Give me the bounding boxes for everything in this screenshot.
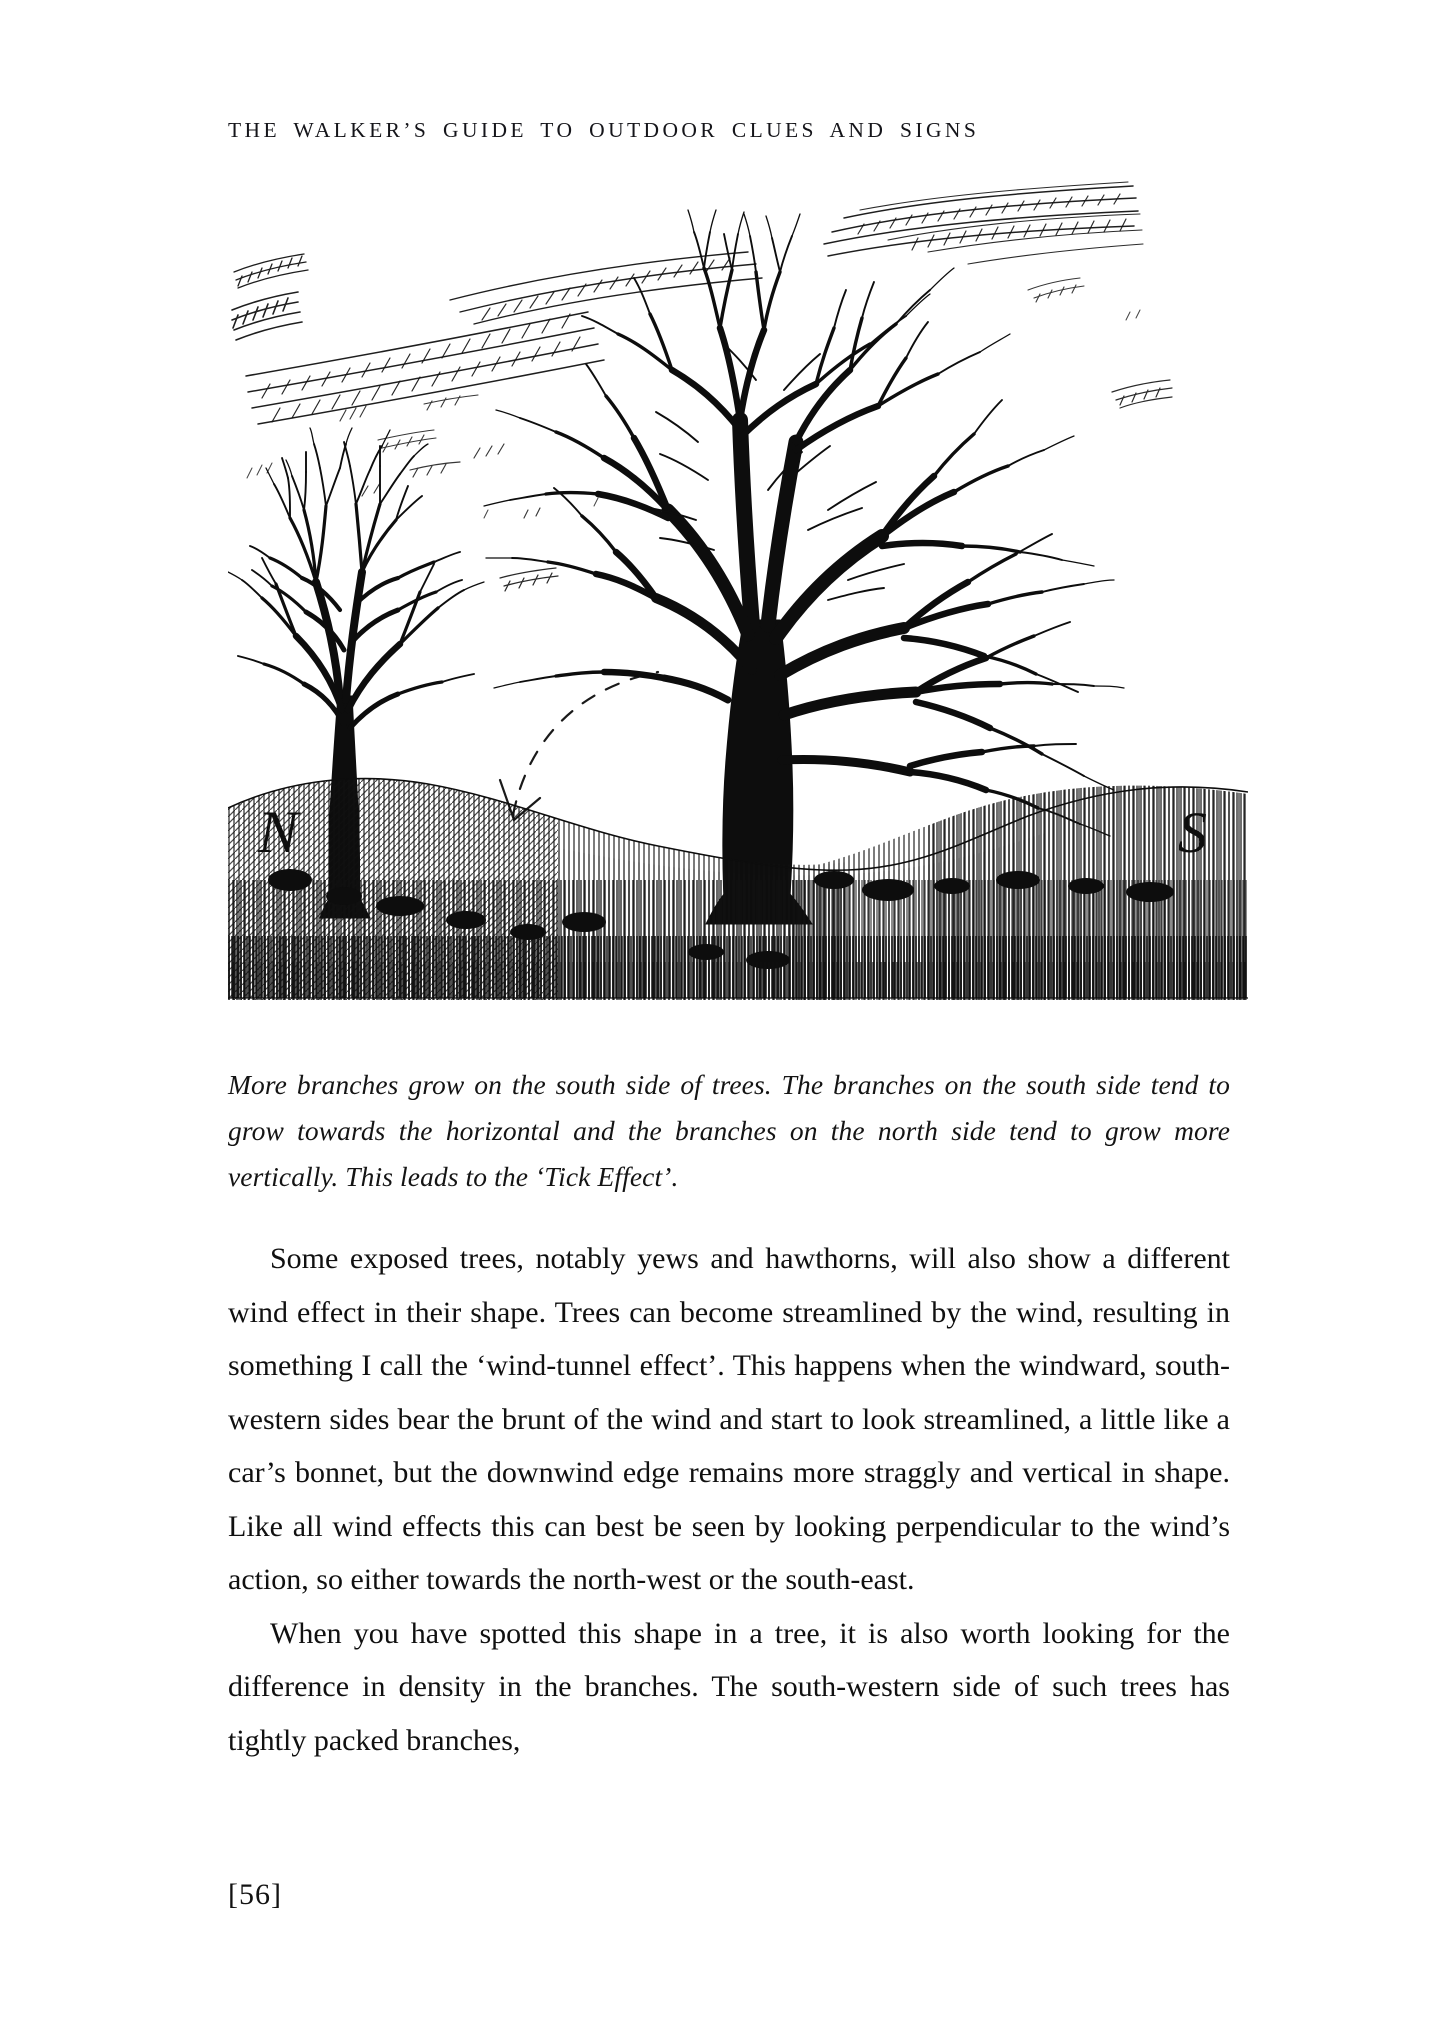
page-number: [56] xyxy=(228,1878,282,1911)
wind-shaped-trees-illustration xyxy=(228,180,1248,1000)
wind-direction-arrow xyxy=(513,672,658,815)
paragraph-1: Some exposed trees, notably yews and hawthorns, will also show a different wind effect in their shape. Trees can become streamlined by the wind, resulting in something I call the ‘wind-tunnel effect’. This happens when the windward, south-western sides bear the brunt of the wind and start to look streamlined, a little like a car’s bonnet, but the downwind edge remains more straggly and vertical in shape. Like all wind effects this can best be seen by looking perpendicular to the wind’s action, so either towards the north-west or the south-east. xyxy=(228,1242,1230,1596)
body-text xyxy=(228,1232,1230,1767)
paragraph-2: When you have spotted this shape in a tree, it is also worth looking for the difference in density in the branches. The south-western side of such trees has tightly packed branches, xyxy=(228,1616,1230,1757)
running-head: THE WALKER’S GUIDE TO OUTDOOR CLUES AND SIGNS xyxy=(228,118,980,142)
figure-caption: More branches grow on the south side of trees. The branches on the south side tend to grow towards the horizontal and the branches on the north side tend to grow more vertically. This leads to the ‘Tick Effect’. xyxy=(228,1069,1230,1192)
